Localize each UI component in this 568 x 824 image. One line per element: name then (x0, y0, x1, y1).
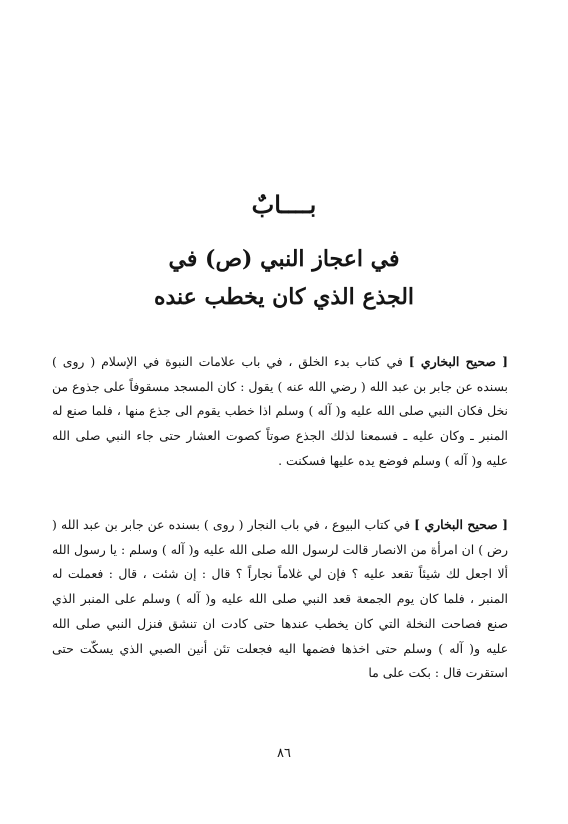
page-number: ٨٦ (277, 746, 291, 761)
paragraph-text: في كتاب البيوع ، في باب النجار ( روى ) بسنده عن جابر بن عبد الله ( رض ) ان امرأة من الانصار قالت لرسول الله صلى الله عليه و( آله ) وسلم : يا رسول الله ألا اجعل لك شيئاً تقعد عليه ؟ فإن لي غلاماً نجاراً ؟ قال : إن شئت ، قال : فعملت له المنبر ، فلما كان يوم الجمعة قعد النبي صلى الله عليه و( آله ) وسلم على المنبر الذي صنع فصاحت النخلة التي كان يخطب عندها حتى كادت ان تنشق فنزل النبي صلى الله عليه و( آله ) وسلم حتى اخذها فضمها اليه فجعلت تئن أنين الصبي الذي يسكّت حتى استقرت قال : بكت على ما (52, 517, 508, 681)
paragraph-2 (52, 513, 508, 686)
source-reference: [ صحيح البخاري ] (414, 517, 508, 532)
paragraph-text: في كتاب بدء الخلق ، في باب علامات النبوة في الإسلام ( روى ) بسنده عن جابر بن عبد الله ( رضي الله عنه ) يقول : كان المسجد مسقوفاً على جذوع من نخل فكان النبي صلى الله عليه و( آله ) وسلم اذا خطب يقوم الى جذع منها ، فلما صنع له المنبر ـ وكان عليه ـ فسمعنا لذلك الجذع صوتاً كصوت العشار حتى جاء النبي صلى الله عليه و( آله ) وسلم فوضع يده عليها فسكنت . (52, 354, 508, 468)
chapter-title-line-1: في اعجاز النبي (ص) في (168, 246, 400, 272)
chapter-heading: بــــابٌ (251, 190, 317, 219)
paragraph-1 (52, 350, 508, 474)
chapter-title-line-2: الجذع الذي كان يخطب عنده (153, 284, 415, 310)
source-reference: [ صحيح البخاري ] (408, 354, 509, 369)
